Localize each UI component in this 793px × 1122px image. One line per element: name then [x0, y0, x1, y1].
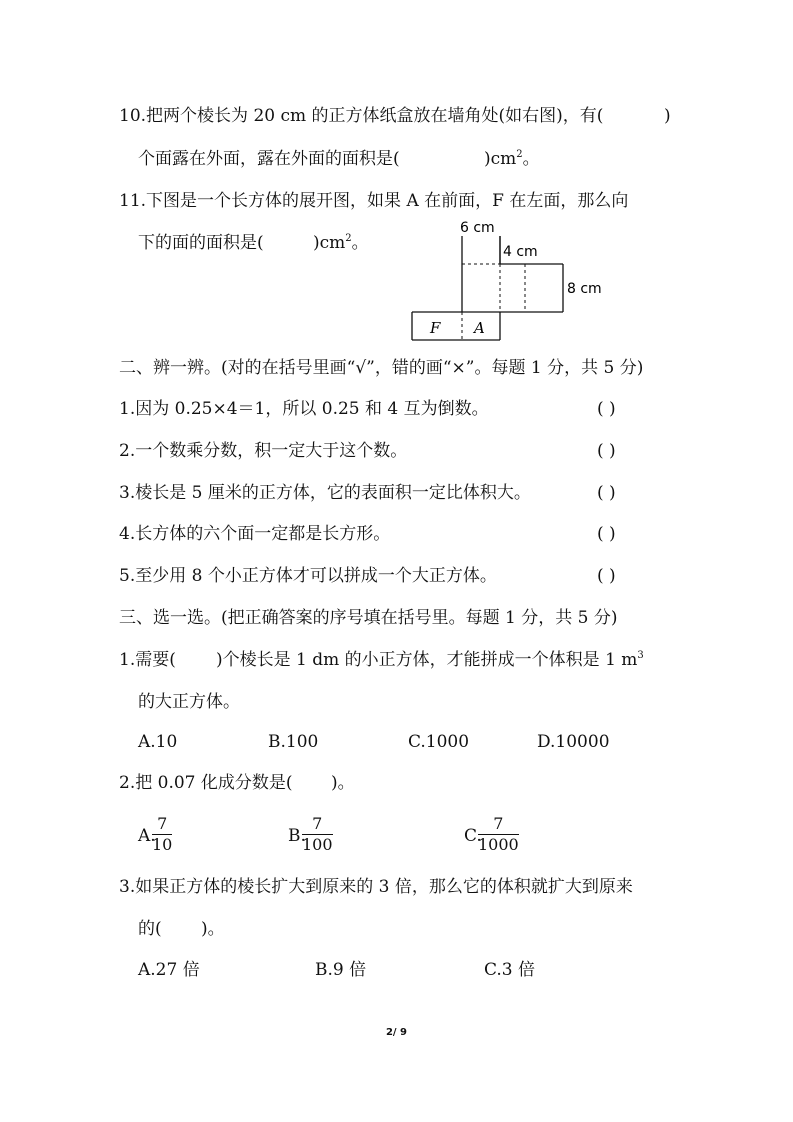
page-number: 2/ 9: [385, 1027, 408, 1038]
choose-q1-option-c: C.1000: [408, 732, 470, 752]
judge-item-5-blank: ( ): [597, 566, 616, 586]
net-label-4cm: 4 cm: [503, 244, 538, 260]
judge-item-2-blank: ( ): [597, 441, 616, 461]
choose-q1-option-b: B.100: [268, 732, 319, 752]
judge-item-5: 5.至少用 8 个小正方体才可以拼成一个大正方体。: [119, 566, 497, 586]
choose-q2-stem: 2.把 0.07 化成分数是(: [119, 773, 293, 793]
q11-line2: 下的面的面积是(: [138, 233, 264, 253]
q10-line2-unit: )$cm^2$。: [484, 149, 540, 169]
net-label-6cm: 6 cm: [460, 220, 495, 236]
judge-item-1: 1.因为 0.25×4＝1，所以 0.25 和 4 互为倒数。: [119, 399, 489, 419]
cuboid-net-diagram: [408, 214, 618, 344]
choose-q3-option-b: B.9 倍: [315, 960, 367, 980]
net-label-8cm: 8 cm: [567, 281, 602, 297]
choose-q2-option-c-label: C.: [464, 826, 482, 846]
q10-line2: 个面露在外面，露在外面的面积是(: [138, 149, 400, 169]
choose-q3-line2: 的(: [138, 919, 162, 939]
choose-heading: 三、选一选。(把正确答案的序号填在括号里。每题 1 分，共 5 分): [119, 608, 618, 628]
choose-q1-option-d: D.10000: [537, 732, 610, 752]
choose-q2-option-a-fraction: $\frac{7}{10}$: [152, 814, 173, 854]
judge-item-2: 2.一个数乘分数，积一定大于这个数。: [119, 441, 408, 461]
choose-q3-option-c: C.3 倍: [484, 960, 536, 980]
judge-item-1-blank: ( ): [597, 399, 616, 419]
choose-q1-option-a: A.10: [138, 732, 178, 752]
net-label-f: F: [430, 319, 441, 337]
judge-item-4-blank: ( ): [597, 524, 616, 544]
judge-item-3-blank: ( ): [597, 483, 616, 503]
choose-q3-line1: 3.如果正方体的棱长扩大到原来的 3 倍，那么它的体积就扩大到原来: [119, 877, 633, 897]
choose-q1-line1-start: 1.需要(: [119, 650, 176, 670]
judge-item-4: 4.长方体的六个面一定都是长方形。: [119, 524, 391, 544]
choose-q3-line2-end: )。: [201, 919, 225, 939]
choose-q1-line2: 的大正方体。: [138, 692, 240, 712]
q11-line2-unit: )$cm^2$。: [313, 233, 369, 253]
choose-q3-option-a: A.27 倍: [138, 960, 200, 980]
net-label-a: A: [474, 319, 485, 337]
judge-heading: 二、辨一辨。(对的在括号里画“√”，错的画“×”。每题 1 分，共 5 分): [119, 358, 644, 378]
choose-q2-stem-end: )。: [331, 773, 355, 793]
choose-q1-line1-rest: )个棱长是 1 dm 的小正方体，才能拼成一个体积是 1 $m^3$: [216, 650, 644, 670]
judge-item-3: 3.棱长是 5 厘米的正方体，它的表面积一定比体积大。: [119, 483, 531, 503]
choose-q2-option-b-fraction: $\frac{7}{100}$: [302, 814, 333, 854]
choose-q2-option-a-label: A.: [138, 826, 156, 846]
choose-q2-option-c-fraction: $\frac{7}{1000}$: [478, 814, 519, 854]
q10-line1-close: ): [664, 106, 671, 126]
choose-q2-option-b-label: B.: [288, 826, 306, 846]
q10-line1: 10.把两个棱长为 20 cm 的正方体纸盒放在墙角处(如右图)，有(: [119, 106, 604, 126]
q11-line1: 11.下图是一个长方体的展开图，如果 A 在前面，F 在左面，那么向: [119, 191, 629, 211]
